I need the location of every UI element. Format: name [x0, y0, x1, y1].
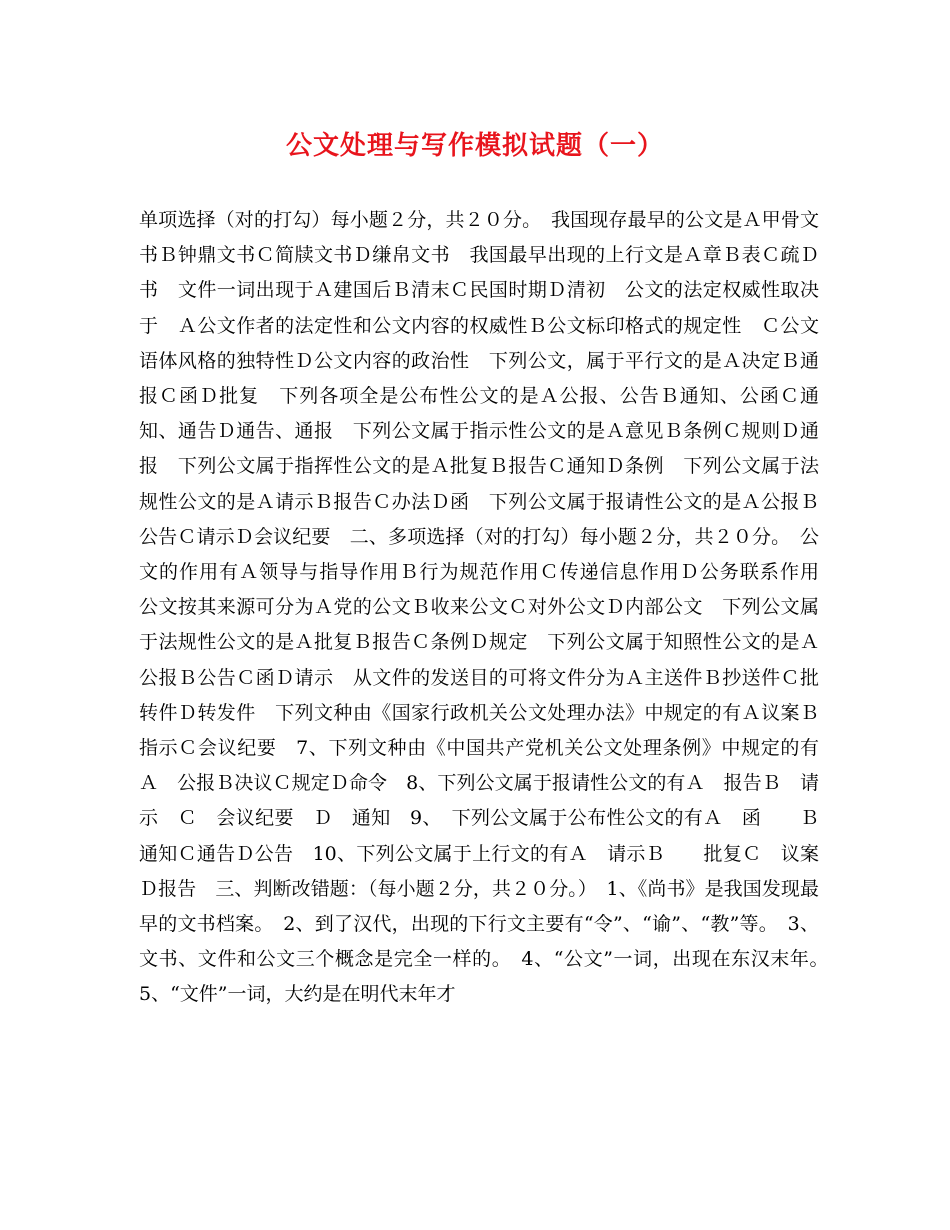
document-title: 公文处理与写作模拟试题（一） — [285, 131, 664, 161]
document-body-text: 单项选择（对的打勾）每小题２分，共２０分。 我国现存最早的公文是Ａ甲骨文书Ｂ钟鼎文书Ｃ简牍文书Ｄ缣帛文书 我国最早出现的上行文是Ａ章Ｂ表Ｃ疏Ｄ书 文件一词出现于Ａ建国后Ｂ清末Ｃ民国时期Ｄ清初 公文的法定权威性取决于 Ａ公文作者的法定性和公文内容的权威性Ｂ公文标印格式的规定性 Ｃ公文语体风格的独特性Ｄ公文内容的政治性 下列公文，属于平行文的是Ａ决定Ｂ通报Ｃ函Ｄ批复 下列各项全是公布性公文的是Ａ公报、公告Ｂ通知、公函Ｃ通知、通告Ｄ通告、通报 下列公文属于指示性公文的是Ａ意见Ｂ条例Ｃ规则Ｄ通报 下列公文属于指挥性公文的是Ａ批复Ｂ报告Ｃ通知Ｄ条例 下列公文属于法规性公文的是Ａ请示Ｂ报告Ｃ办法Ｄ函 下列公文属于报请性公文的是Ａ公报Ｂ公告Ｃ请示Ｄ会议纪要 二、多项选择（对的打勾）每小题２分，共２０分。 公文的作用有Ａ领导与指导作用Ｂ行为规范作用Ｃ传递信息作用Ｄ公务联系作用 公文按其来源可分为Ａ党的公文Ｂ收来公文Ｃ对外公文Ｄ内部公文 下列公文属于法规性公文的是Ａ批复Ｂ报告Ｃ条例Ｄ规定 下列公文属于知照性公文的是Ａ公报Ｂ公告Ｃ函Ｄ请示 从文件的发送目的可将文件分为Ａ主送件Ｂ抄送件Ｃ批转件Ｄ转发件 下列文种由《国家行政机关公文处理办法》中规定的有Ａ议案Ｂ指示Ｃ会议纪要 7、下列文种由《中国共产党机关公文处理条例》中规定的有 Ａ 公报Ｂ决议Ｃ规定Ｄ命令 8、下列公文属于报请性公文的有Ａ 报告Ｂ 请示 Ｃ 会议纪要 Ｄ 通知 9、 下列公文属于公布性公文的有Ａ 函 Ｂ通知Ｃ通告Ｄ公告 10、下列公文属于上行文的有Ａ 请示Ｂ 批复Ｃ 议案 Ｄ报告 三、判断改错题：（每小题２分，共２０分。） 1、《尚书》是我国发现最早的文书档案。 2、到了汉代，出现的下行文主要有“令”、“谕”、“教”等。 3、文书、文件和公文三个概念是完全一样的。 4、“公文”一词，出现在东汉末年。 5、“文件”一词，大约是在明代末年才 — [139, 209, 839, 1006]
